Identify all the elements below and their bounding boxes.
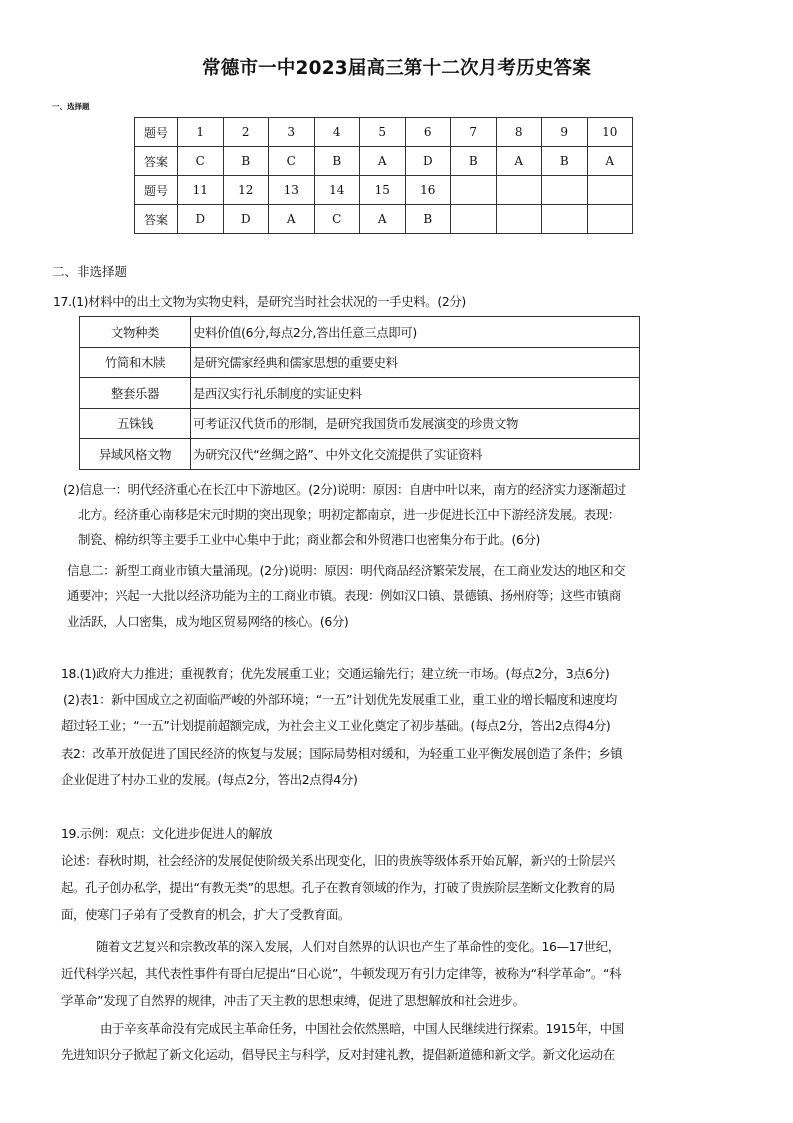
relic-value-cell: 是西汉实行礼乐制度的实证史料 bbox=[191, 378, 640, 409]
q19-line: 学革命”发现了自然界的规律，冲击了天主教的思想束缚，促进了思想解放和社会进步。 bbox=[61, 993, 525, 1008]
answer-cell: C bbox=[314, 205, 360, 234]
q17-part2-line: 制瓷、棉纺织等主要手工业中心集中于此；商业都会和外贸港口也密集分布于此。(6分) bbox=[78, 532, 541, 547]
answer-cell: B bbox=[223, 147, 269, 176]
question-number: 16 bbox=[405, 176, 451, 205]
relic-value-cell: 可考证汉代货币的形制，是研究我国货币发展演变的珍贵文物 bbox=[191, 408, 640, 439]
q19-line: 由于辛亥革命没有完成民主革命任务，中国社会依然黑暗，中国人民继续进行探索。1915年，中国 bbox=[100, 1021, 624, 1036]
q17-intro: 17.(1)材料中的出土文物为实物史料，是研究当时社会状况的一手史料。(2分) bbox=[53, 294, 466, 309]
question-number: 4 bbox=[314, 118, 360, 147]
relic-value-cell: 为研究汉代“丝绸之路”、中外文化交流提供了实证资料 bbox=[191, 439, 640, 470]
q19-line: 随着文艺复兴和宗教改革的深入发展，人们对自然界的认识也产生了革命性的变化。16—17世纪， bbox=[96, 939, 620, 954]
question-number: 9 bbox=[542, 118, 588, 147]
table-row bbox=[80, 347, 640, 378]
table-row bbox=[135, 205, 633, 234]
question-number: 14 bbox=[314, 176, 360, 205]
q17-part2-line: 业活跃，人口密集，成为地区贸易网络的核心。(6分) bbox=[67, 614, 349, 629]
answer-cell: B bbox=[451, 147, 497, 176]
relic-type-cell: 竹简和木牍 bbox=[80, 347, 191, 378]
answer-cell: B bbox=[542, 147, 588, 176]
question-number: 2 bbox=[223, 118, 269, 147]
answer-cell: A bbox=[496, 147, 542, 176]
answer-cell: D bbox=[223, 205, 269, 234]
table-row bbox=[80, 439, 640, 470]
question-number bbox=[451, 176, 497, 205]
table-row bbox=[80, 378, 640, 409]
row-label: 答案 bbox=[135, 205, 178, 234]
q19-line: 起。孔子创办私学，提出“有教无类”的思想。孔子在教育领域的作为，打破了贵族阶层垄断文化教育的局 bbox=[61, 880, 615, 895]
question-number: 11 bbox=[178, 176, 224, 205]
relic-value-table bbox=[79, 316, 640, 470]
question-number: 15 bbox=[360, 176, 406, 205]
relic-type-cell: 五铢钱 bbox=[80, 408, 191, 439]
q19-line: 面，使寒门子弟有了受教育的机会，扩大了受教育面。 bbox=[61, 907, 350, 922]
row-label: 答案 bbox=[135, 147, 178, 176]
answer-cell: B bbox=[314, 147, 360, 176]
table-row bbox=[80, 408, 640, 439]
table-row bbox=[135, 176, 633, 205]
page-title: 常德市一中2023届高三第十二次月考历史答案 bbox=[202, 58, 591, 79]
row-label: 题号 bbox=[135, 176, 178, 205]
question-number: 5 bbox=[360, 118, 406, 147]
answer-cell: B bbox=[405, 205, 451, 234]
question-number: 1 bbox=[178, 118, 224, 147]
answer-cell bbox=[542, 205, 588, 234]
q18-line: 18.(1)政府大力推进；重视教育；优先发展重工业；交通运输先行；建立统一市场。(每点2分，3点6分) bbox=[61, 666, 610, 681]
q19-line: 先进知识分子掀起了新文化运动，倡导民主与科学，反对封建礼教，提倡新道德和新文学。新文化运动在 bbox=[61, 1047, 615, 1062]
relic-type-cell: 异域风格文物 bbox=[80, 439, 191, 470]
answer-cell: D bbox=[405, 147, 451, 176]
question-number bbox=[587, 176, 633, 205]
answer-cell bbox=[496, 205, 542, 234]
relic-type-header: 文物种类 bbox=[80, 317, 191, 348]
relic-value-cell: 是研究儒家经典和儒家思想的重要史料 bbox=[191, 347, 640, 378]
answer-cell: A bbox=[587, 147, 633, 176]
relic-type-cell: 整套乐器 bbox=[80, 378, 191, 409]
section-2-heading: 二、非选择题 bbox=[52, 264, 128, 279]
question-number bbox=[542, 176, 588, 205]
question-number bbox=[496, 176, 542, 205]
answer-cell: A bbox=[269, 205, 315, 234]
row-label: 题号 bbox=[135, 118, 178, 147]
question-number: 12 bbox=[223, 176, 269, 205]
question-number: 7 bbox=[451, 118, 497, 147]
section-1-heading: 一、选择题 bbox=[52, 102, 90, 111]
q19-line: 论述：春秋时期，社会经济的发展促使阶级关系出现变化，旧的贵族等级体系开始瓦解，新兴的士阶层兴 bbox=[61, 853, 615, 868]
q17-part2-line: 北方。经济重心南移是宋元时期的突出现象；明初定都南京，进一步促进长江中下游经济发展。表现： bbox=[78, 507, 620, 522]
q17-part2-line: 信息二：新型工商业市镇大量涌现。(2分)说明：原因：明代商品经济繁荣发展，在工商业发达的地区和交 bbox=[67, 563, 626, 578]
answer-cell bbox=[451, 205, 497, 234]
table-row bbox=[135, 147, 633, 176]
q19-line: 近代科学兴起，其代表性事件有哥白尼提出“日心说”，牛顿发现万有引力定律等，被称为“科学革命”。“科 bbox=[61, 966, 622, 981]
table-row bbox=[80, 317, 640, 348]
q19-line: 19.示例：观点：文化进步促进人的解放 bbox=[61, 826, 273, 841]
question-number: 6 bbox=[405, 118, 451, 147]
answer-cell bbox=[587, 205, 633, 234]
question-number: 10 bbox=[587, 118, 633, 147]
table-row bbox=[135, 118, 633, 147]
q18-line: 企业促进了村办工业的发展。(每点2分，答出2点得4分) bbox=[61, 772, 358, 787]
q17-part2-line: (2)信息一：明代经济重心在长江中下游地区。(2分)说明：原因：自唐中叶以来，南方的经济实力逐渐超过 bbox=[63, 482, 626, 497]
multiple-choice-answer-table bbox=[134, 117, 633, 234]
answer-cell: D bbox=[178, 205, 224, 234]
answer-cell: A bbox=[360, 147, 406, 176]
question-number: 13 bbox=[269, 176, 315, 205]
question-number: 8 bbox=[496, 118, 542, 147]
q18-line: 超过轻工业；“一五”计划提前超额完成，为社会主义工业化奠定了初步基础。(每点2分，答出2点得4分) bbox=[61, 718, 611, 733]
question-number: 3 bbox=[269, 118, 315, 147]
q17-part2-line: 通要冲；兴起一大批以经济功能为主的工商业市镇。表现：例如汉口镇、景德镇、扬州府等；这些市镇商 bbox=[67, 588, 621, 603]
answer-cell: C bbox=[178, 147, 224, 176]
answer-cell: A bbox=[360, 205, 406, 234]
q18-line: 表2：改革开放促进了国民经济的恢复与发展；国际局势相对缓和，为轻重工业平衡发展创造了条件；乡镇 bbox=[61, 746, 623, 761]
relic-value-header: 史料价值(6分,每点2分,答出任意三点即可) bbox=[191, 317, 640, 348]
q18-line: (2)表1：新中国成立之初面临严峻的外部环境；“一五”计划优先发展重工业，重工业的增长幅度和速度均 bbox=[63, 692, 617, 707]
answer-cell: C bbox=[269, 147, 315, 176]
